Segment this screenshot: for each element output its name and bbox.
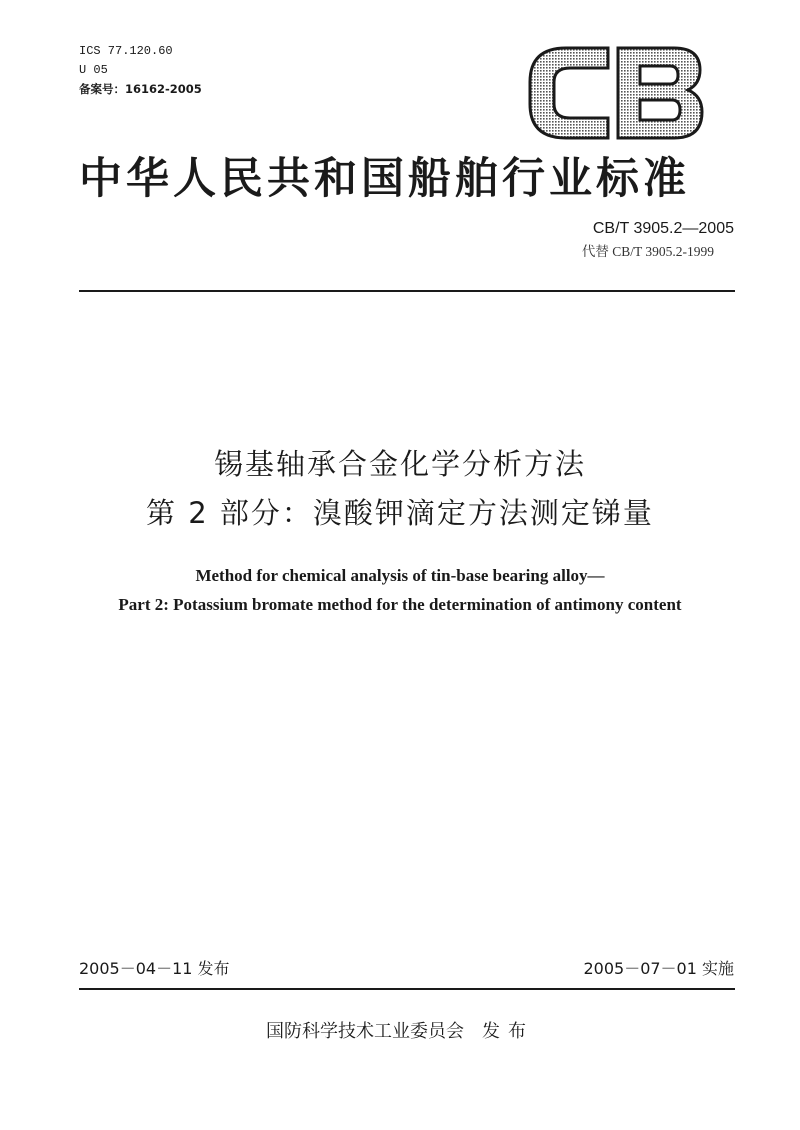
replaces-standard: 代替 CB/T 3905.2-1999 <box>581 244 714 259</box>
main-title: 中华人民共和国船舶行业标准 <box>79 154 690 204</box>
cb-logo <box>528 46 704 140</box>
issue-date: 2005－04－11 发布 <box>79 959 230 978</box>
publisher-action: 发布 <box>482 1021 534 1042</box>
chinese-title-line2: 第 2 部分：溴酸钾滴定方法测定锑量 <box>146 496 654 530</box>
ics-code: ICS 77.120.60 <box>79 44 173 58</box>
bottom-divider <box>79 988 735 990</box>
english-title-line1: Method for chemical analysis of tin-base bearing alloy— <box>195 566 605 585</box>
standard-number: CB/T 3905.2—2005 <box>592 220 734 237</box>
chinese-title-line1: 锡基轴承合金化学分析方法 <box>213 447 586 481</box>
english-title-line2: Part 2: Potassium bromate method for the determination of antimony content <box>118 595 682 614</box>
class-code: U 05 <box>79 63 108 77</box>
logo-text: CB <box>528 46 530 47</box>
publisher <box>0 1019 800 1045</box>
top-divider <box>79 290 735 292</box>
header-codes <box>79 42 202 99</box>
effective-date: 2005－07－01 实施 <box>583 959 734 978</box>
publisher-org: 国防科学技术工业委员会 <box>266 1021 464 1042</box>
record-number: 备案号：16162-2005 <box>79 82 202 96</box>
